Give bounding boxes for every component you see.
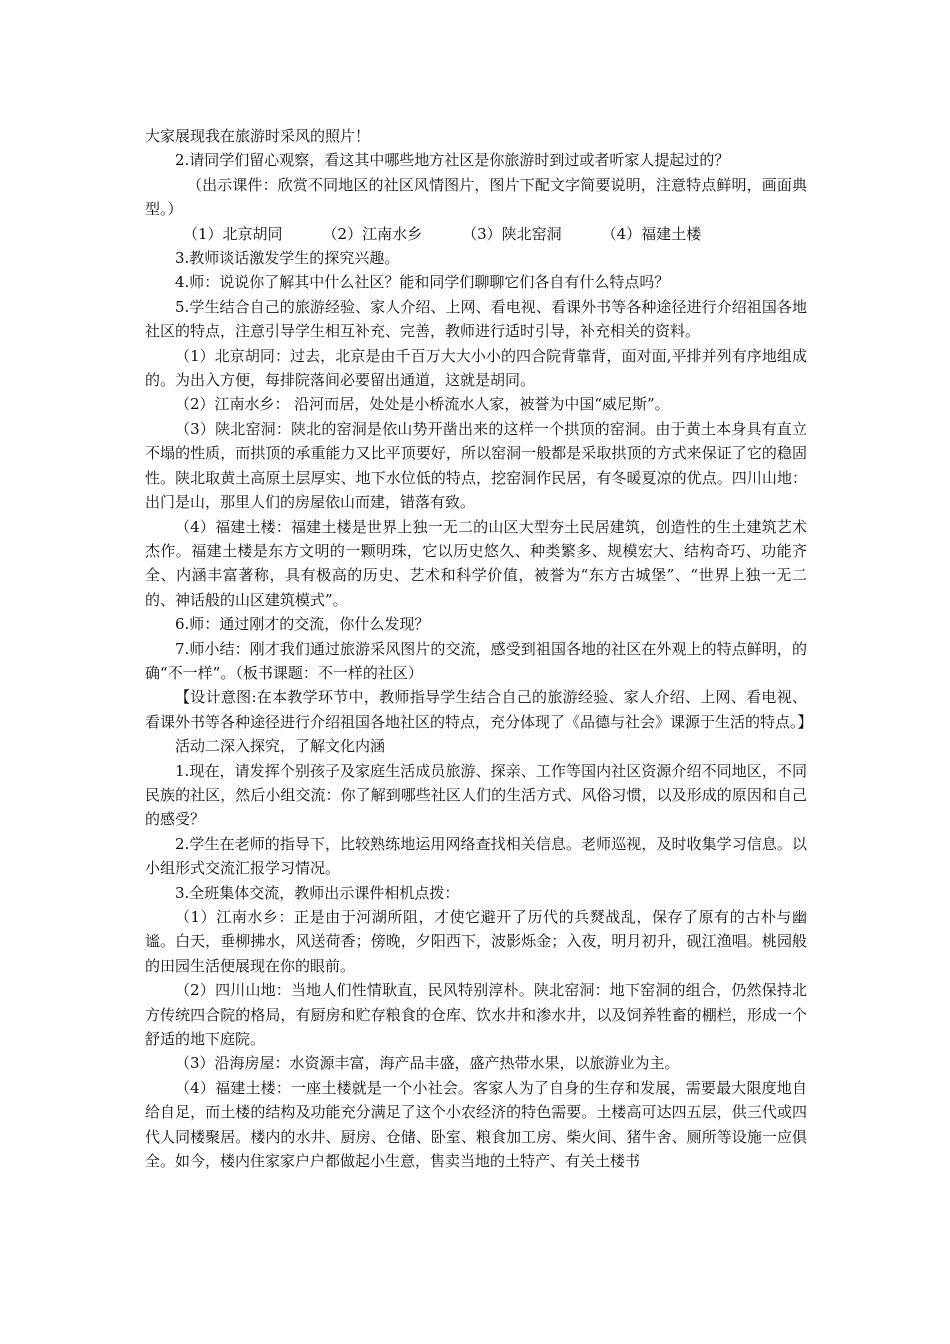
- paragraph-activity2-step-3: 3.全班集体交流，教师出示课件相机点拨：: [175, 883, 460, 902]
- paragraph-design-intent: 【设计意图:在本教学环节中，教师指导学生结合自己的旅游经验、家人介绍、上网、看电视、看课外书等各种途径进行介绍祖国各地社区的特点，充分体现了《品德与社会》课源于生活的特点。】: [145, 688, 813, 731]
- paragraph-step-4: 4.师：说说你了解其中什么社区？能和同学们聊聊它们各自有什么特点吗？: [175, 273, 670, 292]
- paragraph-fujian-tulou: （4）福建土楼：福建土楼是世界上独一无二的山区大型夯土民居建筑，创造性的生土建筑艺术杰作。福建土楼是东方文明的一颗明珠，它以历史悠久、种类繁多、规模宏大、结构奇巧、功能齐全、内涵丰富著称，具有极高的历史、艺术和科学价值，被誉为“东方古城堡”、“世界上独一无二的、神话般的山区建筑模式”。: [145, 517, 807, 609]
- paragraph-shaanbei: （3）陕北窑洞：陕北的窑洞是依山势开凿出来的这样一个拱顶的窑洞。由于黄土本身具有直立不塌的性质，而拱顶的承重能力又比平顶要好，所以窑洞一般都是采取拱顶的方式来保证了它的稳固性。陕北取黄土高原土层厚实、地下水位低的特点，挖窑洞作民居，有冬暖夏凉的优点。四川山地：出门是山，那里人们的房屋依山而建，错落有致。: [145, 419, 807, 512]
- document-page: [145, 124, 813, 1173]
- paragraph-sichuan-detail: （2）四川山地：当地人们性情耿直，民风特别淳朴。陕北窑洞：地下窑洞的组合，仍然保持北方传统四合院的格局，有厨房和贮存粮食的仓库、饮水井和渗水井，以及饲养牲畜的棚栏，形成一个舒适的地下庭院。: [145, 981, 807, 1049]
- paragraph-coastal-detail: （3）沿海房屋：水资源丰富，海产品丰盛，盛产热带水果，以旅游业为主。: [175, 1054, 680, 1073]
- paragraph-step-7: 7.师小结：刚才我们通过旅游采风图片的交流，感受到祖国各地的社区在外观上的特点鲜明，的确“不一样”。（板书课题：不一样的社区）: [145, 639, 807, 682]
- paragraph-step-5: 5.学生结合自己的旅游经验、家人介绍、上网、看电视、看课外书等各种途径进行介绍祖国各地社区的特点，注意引导学生相互补充、完善，教师进行适时引导，补充相关的资料。: [145, 297, 807, 341]
- paragraph-jiangnan: （2）江南水乡： 沿河而居，处处是小桥流水人家，被誉为中国“威尼斯”。: [175, 395, 670, 414]
- paragraph-beijing-hutong: （1）北京胡同：过去，北京是由千百万大大小小的四合院背靠背，面对面,平排并列有序地组成的。为出入方便，每排院落间必要留出通道，这就是胡同。: [145, 346, 807, 390]
- paragraph-intro: 大家展现我在旅游时采风的照片！: [145, 127, 371, 145]
- paragraph-activity2-step-2: 2.学生在老师的指导下，比较熟练地运用网络查找相关信息。老师巡视，及时收集学习信息。以小组形式交流汇报学习情况。: [145, 834, 807, 878]
- paragraph-step-6: 6.师：通过刚才的交流，你什么发现？: [175, 615, 430, 634]
- paragraph-step-2: 2.请同学们留心观察，看这其中哪些地方社区是你旅游时到过或者听家人提起过的？: [175, 151, 730, 170]
- city-jiangnan: （2）江南水乡: [322, 224, 423, 243]
- paragraph-courseware-note: （出示课件：欣赏不同地区的社区风情图片，图片下配文字简要说明，注意特点鲜明，画面典型。）: [145, 175, 807, 219]
- city-beijing: （1）北京胡同: [183, 224, 283, 243]
- section-heading-activity-2: 活动二深入探究，了解文化内涵: [175, 737, 386, 756]
- city-fujian: （4）福建土楼: [601, 224, 702, 243]
- paragraph-activity2-step-1: 1.现在，请发挥个别孩子及家庭生活成员旅游、探亲、工作等国内社区资源介绍不同地区，不同民族的社区，然后小组交流：你了解到哪些社区人们的生活方式、风俗习惯，以及形成的原因和自己的感受？: [145, 761, 807, 829]
- city-shaanbei: （3）陕北窑洞: [462, 224, 562, 243]
- paragraph-fujian-detail: （4）福建土楼：一座土楼就是一个小社会。客家人为了自身的生存和发展，需要最大限度地自给自足，而土楼的结构及功能充分满足了这个小农经济的特色需要。土楼高可达四五层，供三代或四代人同楼聚居。楼内的水井、厨房、仓储、卧室、粮食加工房、柴火间、猪牛舍、厕所等设施一应俱全。如今，楼内住家家户户都做起小生意，售卖当地的土特产、有关土楼书: [145, 1078, 807, 1171]
- city-list: [145, 222, 807, 246]
- paragraph-jiangnan-detail: （1）江南水乡：正是由于河湖所阻，才使它避开了历代的兵燹战乱，保存了原有的古朴与幽谧。白天，垂柳拂水，风送荷香；傍晚，夕阳西下，波影烁金；入夜，明月初升，砚江渔唱。桃园般的田园生活便展现在你的眼前。: [145, 908, 807, 975]
- paragraph-step-3: 3.教师谈话激发学生的探究兴趣。: [175, 249, 400, 268]
